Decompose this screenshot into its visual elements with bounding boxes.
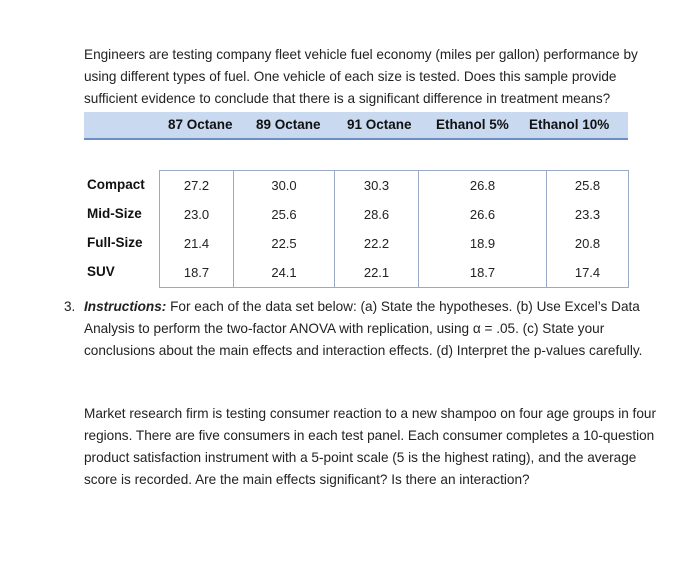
- table-cell: 23.0: [160, 200, 234, 229]
- table-row: [160, 229, 629, 258]
- table-cell: 17.4: [547, 258, 629, 288]
- scenario-paragraph: Market research firm is testing consumer reaction to a new shampoo on four age groups in four regions. There are five consumers in each test panel. Each consumer completes a 10-question product satisfaction instrument with a 5-point scale (5 is the highest rating), and the average score is recorded. Are the main effects significant? Is there an interaction?: [84, 406, 656, 487]
- row-label-compact: Compact: [87, 177, 145, 192]
- table-cell: 23.3: [547, 200, 629, 229]
- table-cell: 22.2: [335, 229, 419, 258]
- intro-paragraph: Engineers are testing company fleet vehicle fuel economy (miles per gallon) performance by using different types of fuel. One vehicle of each size is tested. Does this sample provide sufficient evidence to conclude that there is a significant difference in treatment means?: [84, 47, 638, 106]
- table-cell: 25.8: [547, 171, 629, 201]
- instructions-paragraph: [84, 296, 654, 362]
- instructions-label: Instructions:: [84, 299, 167, 314]
- question-number: 3.: [64, 299, 76, 314]
- table-cell: 18.7: [419, 258, 547, 288]
- column-header-89-octane: 89 Octane: [256, 117, 321, 132]
- row-label-mid-size: Mid-Size: [87, 206, 142, 221]
- table-cell: 27.2: [160, 171, 234, 201]
- table-row: [160, 258, 629, 288]
- table-cell: 26.6: [419, 200, 547, 229]
- row-label-full-size: Full-Size: [87, 235, 143, 250]
- table-cell: 21.4: [160, 229, 234, 258]
- table-cell: 18.9: [419, 229, 547, 258]
- table-row: [160, 200, 629, 229]
- table-cell: 22.1: [335, 258, 419, 288]
- instructions-text: For each of the data set below: (a) State the hypotheses. (b) Use Excel’s Data Analysis to perform the two-factor ANOVA with replication, using α = .05. (c) State your conclusions about the main effects and interaction effects. (d) Interpret the p-values carefully.: [84, 299, 643, 358]
- fuel-economy-table: [159, 170, 629, 288]
- table-row: [160, 171, 629, 201]
- table-cell: 30.3: [335, 171, 419, 201]
- table-cell: 28.6: [335, 200, 419, 229]
- column-header-ethanol-10: Ethanol 10%: [529, 117, 610, 132]
- table-header-band: [84, 112, 628, 140]
- table-cell: 24.1: [234, 258, 335, 288]
- table-cell: 30.0: [234, 171, 335, 201]
- column-header-87-octane: 87 Octane: [168, 117, 233, 132]
- row-label-suv: SUV: [87, 264, 115, 279]
- column-header-91-octane: 91 Octane: [347, 117, 412, 132]
- table-cell: 22.5: [234, 229, 335, 258]
- table-cell: 26.8: [419, 171, 547, 201]
- table-cell: 25.6: [234, 200, 335, 229]
- table-cell: 18.7: [160, 258, 234, 288]
- column-header-ethanol-5: Ethanol 5%: [436, 117, 509, 132]
- table-cell: 20.8: [547, 229, 629, 258]
